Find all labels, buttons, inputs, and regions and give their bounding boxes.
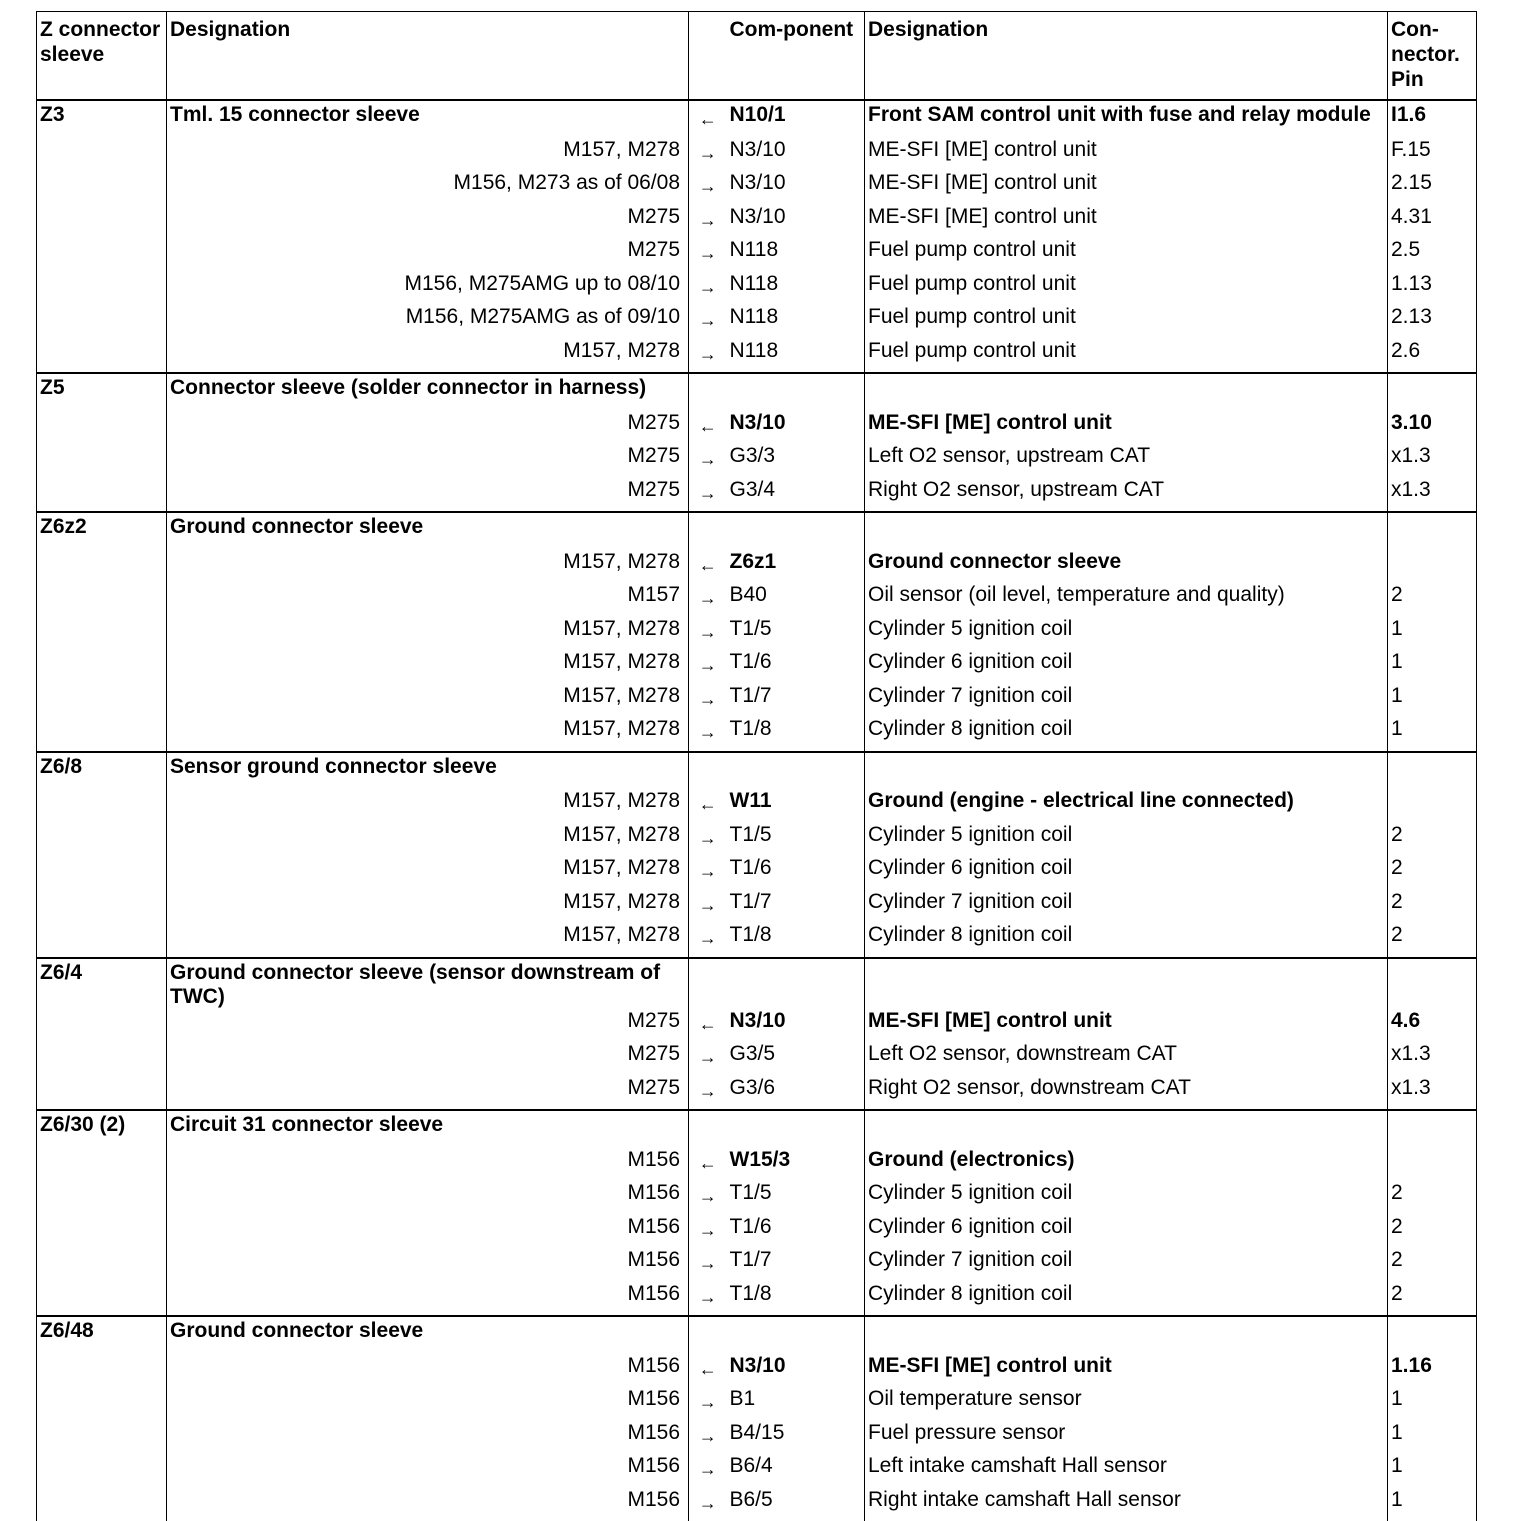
z-connector-id: Z3 [37,100,167,138]
z-connector-id: Z6/48 [37,1316,167,1354]
component-cell: T1/7 [727,684,865,718]
pin-cell: 1.16 [1388,1354,1477,1388]
table-row [37,1076,1477,1111]
component-cell: N3/10 [727,411,865,445]
arrow-cell: → [689,1387,727,1421]
arrow-cell: → [689,1248,727,1282]
pin-cell: 1 [1388,617,1477,651]
connector-sleeve-table [36,11,1477,1521]
designation-cell: Cylinder 7 ignition coil [865,684,1388,718]
table-row [37,305,1477,339]
table-row [37,444,1477,478]
designation-cell [865,1316,1388,1354]
arrow-cell: → [689,272,727,306]
arrow-cell: → [689,205,727,239]
pin-cell: 1.13 [1388,272,1477,306]
z-connector-empty [37,339,167,374]
arrow-cell: → [689,1488,727,1521]
table-row [37,1282,1477,1317]
table-row [37,205,1477,239]
designation-cell: Cylinder 5 ignition coil [865,823,1388,857]
engine-variant: M156, M275AMG up to 08/10 [167,272,689,306]
arrow-cell [689,958,727,1009]
group-header-row [37,373,1477,411]
table-row [37,138,1477,172]
pin-cell [1388,373,1477,411]
table-row [37,923,1477,958]
pin-cell: 3.10 [1388,411,1477,445]
engine-variant: M156 [167,1421,689,1455]
arrow-cell [689,512,727,550]
group-header-row [37,752,1477,790]
arrow-cell: → [689,717,727,752]
pin-cell: 1 [1388,650,1477,684]
table-row [37,1181,1477,1215]
arrow-cell: ← [689,1148,727,1182]
header-designation-2: Designation [865,12,1388,101]
engine-variant: M156 [167,1148,689,1182]
z-connector-empty [37,650,167,684]
pin-cell: 2 [1388,583,1477,617]
z-connector-id: Z6/30 (2) [37,1110,167,1148]
component-cell [727,1316,865,1354]
table-row [37,1454,1477,1488]
arrow-cell: → [689,305,727,339]
z-connector-id: Z6z2 [37,512,167,550]
designation-cell: Fuel pump control unit [865,339,1388,374]
arrow-cell: → [689,1282,727,1317]
table-row [37,1354,1477,1388]
component-cell: B1 [727,1387,865,1421]
z-connector-empty [37,550,167,584]
engine-variant: M156 [167,1248,689,1282]
designation-cell: Cylinder 6 ignition coil [865,1215,1388,1249]
engine-variant: M275 [167,238,689,272]
group-header-row [37,1316,1477,1354]
z-connector-empty [37,1488,167,1521]
pin-cell: 1 [1388,1387,1477,1421]
component-cell: T1/5 [727,823,865,857]
designation-cell: ME-SFI [ME] control unit [865,138,1388,172]
header-designation: Designation [167,12,689,101]
table-row [37,550,1477,584]
designation-cell: Ground connector sleeve [865,550,1388,584]
arrow-cell: → [689,823,727,857]
component-cell: N3/10 [727,171,865,205]
table-row [37,1248,1477,1282]
z-connector-empty [37,684,167,718]
table-row [37,272,1477,306]
component-cell: N118 [727,305,865,339]
engine-variant: M275 [167,205,689,239]
pin-cell: 4.31 [1388,205,1477,239]
designation-cell: Fuel pump control unit [865,238,1388,272]
designation-cell: Cylinder 5 ignition coil [865,617,1388,651]
header-arrow-spacer [689,12,727,101]
arrow-cell: → [689,890,727,924]
z-connector-empty [37,1354,167,1388]
component-cell: N118 [727,272,865,306]
arrow-cell: → [689,1076,727,1111]
pin-cell: 2 [1388,823,1477,857]
pin-cell [1388,550,1477,584]
designation-cell: Left intake camshaft Hall sensor [865,1454,1388,1488]
arrow-cell: ← [689,1009,727,1043]
pin-cell [1388,958,1477,1009]
arrow-cell: ← [689,100,727,138]
table-row [37,411,1477,445]
z-connector-empty [37,1181,167,1215]
component-cell: T1/5 [727,617,865,651]
component-cell: T1/6 [727,650,865,684]
designation-cell [865,1110,1388,1148]
pin-cell: 2 [1388,1215,1477,1249]
pin-cell: 1 [1388,684,1477,718]
component-cell: T1/8 [727,1282,865,1317]
table-row [37,1148,1477,1182]
engine-variant: M156 [167,1215,689,1249]
z-connector-empty [37,1282,167,1317]
pin-cell: 2 [1388,1181,1477,1215]
group-designation: Ground connector sleeve (sensor downstream of TWC) [167,958,689,1009]
component-cell: N3/10 [727,205,865,239]
component-cell: T1/6 [727,856,865,890]
pin-cell [1388,1110,1477,1148]
pin-cell: 1 [1388,1488,1477,1521]
pin-cell [1388,752,1477,790]
component-cell: G3/3 [727,444,865,478]
arrow-cell: → [689,583,727,617]
pin-cell: 2 [1388,856,1477,890]
designation-cell [865,512,1388,550]
table-row [37,650,1477,684]
engine-variant: M157, M278 [167,923,689,958]
component-cell: B4/15 [727,1421,865,1455]
engine-variant: M275 [167,1009,689,1043]
engine-variant: M157, M278 [167,789,689,823]
designation-cell: Cylinder 7 ignition coil [865,1248,1388,1282]
table-row [37,890,1477,924]
engine-variant: M156, M275AMG as of 09/10 [167,305,689,339]
component-cell: B40 [727,583,865,617]
pin-cell [1388,1148,1477,1182]
pin-cell: I1.6 [1388,100,1477,138]
header-z-connector-sleeve: Z connector sleeve [37,12,167,101]
z-connector-empty [37,205,167,239]
pin-cell: 2.5 [1388,238,1477,272]
component-cell: N3/10 [727,1009,865,1043]
z-connector-empty [37,1148,167,1182]
arrow-cell: → [689,1215,727,1249]
engine-variant: M156 [167,1282,689,1317]
table-row [37,1042,1477,1076]
engine-variant: M275 [167,411,689,445]
component-cell: B6/5 [727,1488,865,1521]
z-connector-empty [37,823,167,857]
component-cell: B6/4 [727,1454,865,1488]
z-connector-empty [37,717,167,752]
arrow-cell: → [689,923,727,958]
arrow-cell: → [689,339,727,374]
z-connector-empty [37,305,167,339]
z-connector-empty [37,1248,167,1282]
designation-cell: Left O2 sensor, downstream CAT [865,1042,1388,1076]
table-row [37,856,1477,890]
z-connector-id: Z5 [37,373,167,411]
z-connector-id: Z6/8 [37,752,167,790]
component-cell: G3/6 [727,1076,865,1111]
pin-cell: 1 [1388,717,1477,752]
pin-cell: 2.13 [1388,305,1477,339]
z-connector-empty [37,1387,167,1421]
engine-variant: M157 [167,583,689,617]
table-row [37,823,1477,857]
component-cell: N3/10 [727,1354,865,1388]
engine-variant: M157, M278 [167,138,689,172]
component-cell: N118 [727,238,865,272]
arrow-cell: ← [689,789,727,823]
pin-cell: x1.3 [1388,478,1477,513]
z-connector-empty [37,238,167,272]
table-header [37,12,1477,101]
pin-cell [1388,1316,1477,1354]
pin-cell [1388,512,1477,550]
table-row [37,1009,1477,1043]
group-header-row [37,1110,1477,1148]
pin-cell: F.15 [1388,138,1477,172]
arrow-cell [689,752,727,790]
component-cell: T1/6 [727,1215,865,1249]
designation-cell: Cylinder 5 ignition coil [865,1181,1388,1215]
component-cell: N10/1 [727,100,865,138]
group-designation: Tml. 15 connector sleeve [167,100,689,138]
designation-cell: ME-SFI [ME] control unit [865,171,1388,205]
designation-cell: ME-SFI [ME] control unit [865,205,1388,239]
engine-variant: M157, M278 [167,617,689,651]
arrow-cell: → [689,138,727,172]
designation-cell: ME-SFI [ME] control unit [865,411,1388,445]
component-cell [727,958,865,1009]
arrow-cell [689,1110,727,1148]
arrow-cell: → [689,650,727,684]
pin-cell: 1 [1388,1454,1477,1488]
arrow-cell: → [689,171,727,205]
pin-cell: x1.3 [1388,1076,1477,1111]
engine-variant: M157, M278 [167,823,689,857]
arrow-cell: → [689,444,727,478]
engine-variant: M157, M278 [167,550,689,584]
designation-cell [865,752,1388,790]
designation-cell: ME-SFI [ME] control unit [865,1009,1388,1043]
table-row [37,171,1477,205]
z-connector-empty [37,856,167,890]
group-designation: Sensor ground connector sleeve [167,752,689,790]
designation-cell: Fuel pump control unit [865,305,1388,339]
z-connector-empty [37,1076,167,1111]
pin-cell: 2 [1388,1248,1477,1282]
component-cell: W11 [727,789,865,823]
table-row [37,478,1477,513]
table-row [37,583,1477,617]
designation-cell: Right intake camshaft Hall sensor [865,1488,1388,1521]
pin-cell: 2.15 [1388,171,1477,205]
engine-variant: M157, M278 [167,717,689,752]
pin-cell: 4.6 [1388,1009,1477,1043]
designation-cell: Right O2 sensor, downstream CAT [865,1076,1388,1111]
table-row [37,339,1477,374]
z-connector-empty [37,444,167,478]
engine-variant: M275 [167,1076,689,1111]
engine-variant: M157, M278 [167,339,689,374]
z-connector-empty [37,583,167,617]
engine-variant: M157, M278 [167,890,689,924]
designation-cell: Cylinder 8 ignition coil [865,1282,1388,1317]
component-cell [727,1110,865,1148]
header-connector-pin: Con-nector. Pin [1388,12,1477,101]
engine-variant: M157, M278 [167,684,689,718]
z-connector-empty [37,789,167,823]
arrow-cell: → [689,478,727,513]
designation-cell: Ground (engine - electrical line connected) [865,789,1388,823]
component-cell: Z6z1 [727,550,865,584]
engine-variant: M157, M278 [167,856,689,890]
table-row [37,789,1477,823]
arrow-cell: ← [689,550,727,584]
arrow-cell: ← [689,1354,727,1388]
component-cell: N118 [727,339,865,374]
table-row [37,1387,1477,1421]
arrow-cell: → [689,856,727,890]
z-connector-empty [37,1421,167,1455]
pin-cell: 2 [1388,1282,1477,1317]
designation-cell: Front SAM control unit with fuse and relay module [865,100,1388,138]
table-row [37,684,1477,718]
engine-variant: M156, M273 as of 06/08 [167,171,689,205]
pin-cell: x1.3 [1388,444,1477,478]
designation-cell: ME-SFI [ME] control unit [865,1354,1388,1388]
z-connector-empty [37,411,167,445]
arrow-cell: ← [689,411,727,445]
pin-cell: 2 [1388,890,1477,924]
designation-cell: Right O2 sensor, upstream CAT [865,478,1388,513]
header-component: Com-ponent [727,12,865,101]
z-connector-empty [37,1215,167,1249]
arrow-cell: → [689,238,727,272]
designation-cell: Cylinder 8 ignition coil [865,717,1388,752]
z-connector-empty [37,171,167,205]
designation-cell: Oil temperature sensor [865,1387,1388,1421]
engine-variant: M156 [167,1181,689,1215]
group-header-row [37,100,1477,138]
engine-variant: M275 [167,444,689,478]
engine-variant: M156 [167,1354,689,1388]
component-cell: N3/10 [727,138,865,172]
table-row [37,1488,1477,1521]
component-cell: G3/5 [727,1042,865,1076]
pin-cell [1388,789,1477,823]
pin-cell: 1 [1388,1421,1477,1455]
group-designation: Ground connector sleeve [167,1316,689,1354]
table-body [37,100,1477,1521]
component-cell: T1/8 [727,717,865,752]
group-designation: Connector sleeve (solder connector in harness) [167,373,689,411]
component-cell [727,373,865,411]
component-cell: T1/7 [727,1248,865,1282]
pin-cell: 2 [1388,923,1477,958]
z-connector-id: Z6/4 [37,958,167,1009]
engine-variant: M156 [167,1454,689,1488]
table-row [37,1421,1477,1455]
component-cell: W15/3 [727,1148,865,1182]
arrow-cell: → [689,1454,727,1488]
engine-variant: M275 [167,1042,689,1076]
arrow-cell: → [689,1181,727,1215]
arrow-cell: → [689,1042,727,1076]
designation-cell: Fuel pressure sensor [865,1421,1388,1455]
group-header-row [37,958,1477,1009]
designation-cell: Left O2 sensor, upstream CAT [865,444,1388,478]
engine-variant: M156 [167,1488,689,1521]
component-cell: T1/7 [727,890,865,924]
component-cell [727,512,865,550]
group-designation: Ground connector sleeve [167,512,689,550]
arrow-cell [689,373,727,411]
z-connector-empty [37,272,167,306]
arrow-cell: → [689,617,727,651]
engine-variant: M157, M278 [167,650,689,684]
designation-cell: Ground (electronics) [865,1148,1388,1182]
z-connector-empty [37,1009,167,1043]
z-connector-empty [37,923,167,958]
pin-cell: 2.6 [1388,339,1477,374]
designation-cell: Cylinder 6 ignition coil [865,650,1388,684]
table-row [37,238,1477,272]
designation-cell: Fuel pump control unit [865,272,1388,306]
engine-variant: M156 [167,1387,689,1421]
arrow-cell: → [689,1421,727,1455]
arrow-cell [689,1316,727,1354]
designation-cell: Cylinder 8 ignition coil [865,923,1388,958]
engine-variant: M275 [167,478,689,513]
table-row [37,1215,1477,1249]
component-cell: G3/4 [727,478,865,513]
z-connector-empty [37,890,167,924]
designation-cell: Oil sensor (oil level, temperature and quality) [865,583,1388,617]
arrow-cell: → [689,684,727,718]
designation-cell: Cylinder 7 ignition coil [865,890,1388,924]
z-connector-empty [37,617,167,651]
group-header-row [37,512,1477,550]
component-cell: T1/5 [727,1181,865,1215]
z-connector-empty [37,478,167,513]
component-cell [727,752,865,790]
z-connector-empty [37,1042,167,1076]
pin-cell: x1.3 [1388,1042,1477,1076]
table-row [37,617,1477,651]
designation-cell [865,373,1388,411]
table-row [37,717,1477,752]
designation-cell [865,958,1388,1009]
designation-cell: Cylinder 6 ignition coil [865,856,1388,890]
group-designation: Circuit 31 connector sleeve [167,1110,689,1148]
z-connector-empty [37,1454,167,1488]
component-cell: T1/8 [727,923,865,958]
z-connector-empty [37,138,167,172]
